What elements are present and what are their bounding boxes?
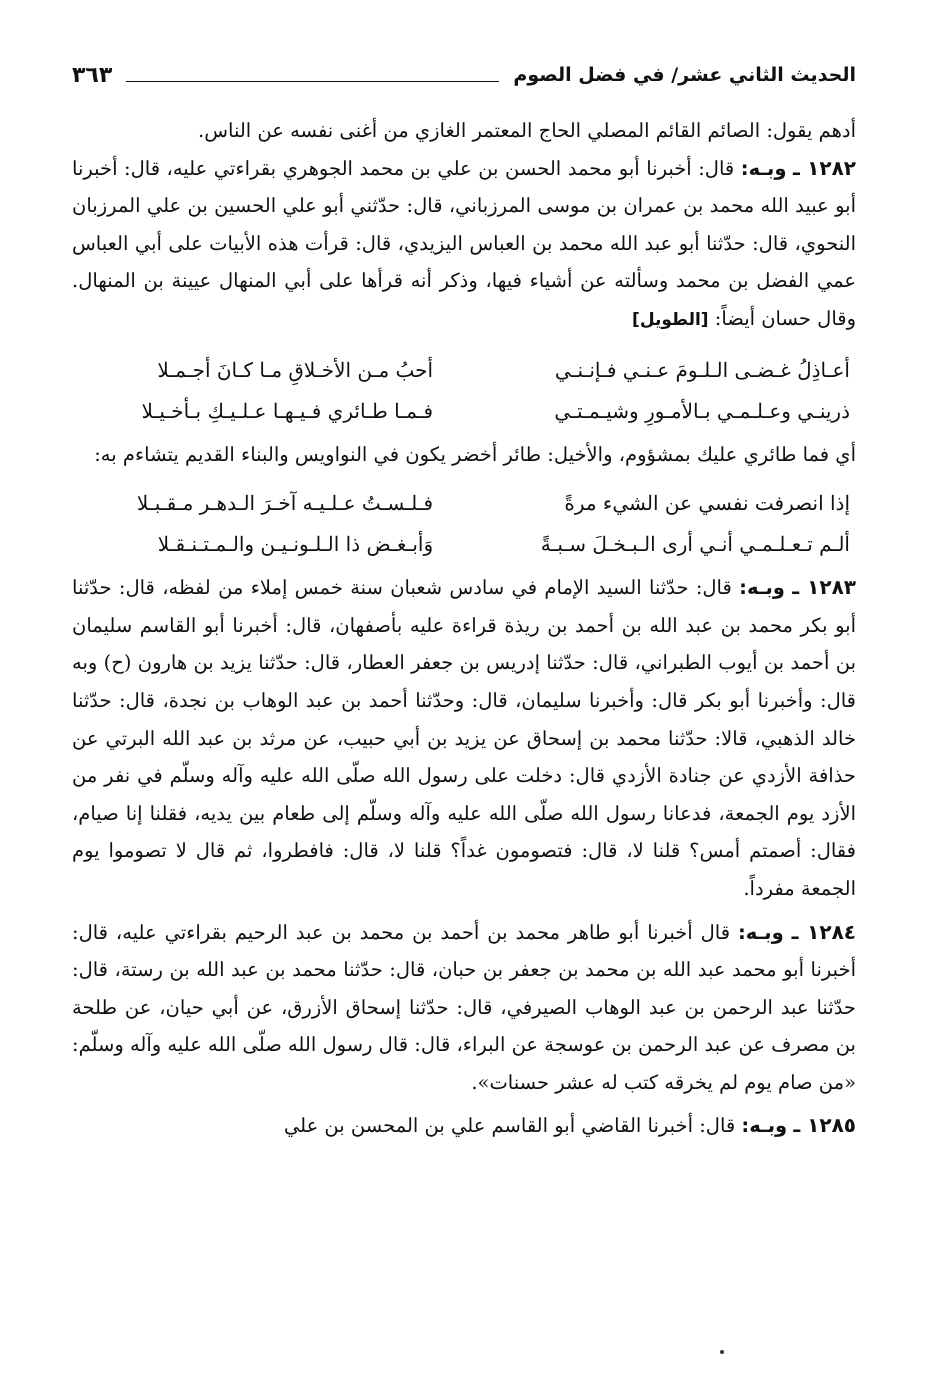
verse-second-hemistich: أحبُ مـن الأخـلاقِ مـا كـانَ أجـمـلا [157, 357, 434, 382]
hadith-1284 [72, 914, 856, 1102]
verse-second-hemistich: فـمـا طـائري فـيـهـا عـلـيـكِ بـأخـيـلا [141, 398, 434, 423]
running-header [72, 56, 856, 94]
page-body [72, 112, 856, 1145]
paragraph-continuation: أدهم يقول: الصائم القائم المصلي الحاج المعتمر الغازي من أغنى نفسه عن الناس. [198, 119, 856, 142]
hadith-isnad-marker: وبـه: [739, 576, 785, 600]
hadith-1285 [72, 1107, 856, 1145]
verse-second-hemistich: وَأبـغـض ذا الـلـونـيـن والـمـتـنـقـلا [157, 532, 434, 557]
verse [72, 524, 856, 565]
hadith-text: قال أخبرنا أبو طاهر محمد بن أحمد بن محمد بن عبد الرحيم بقراءتي عليه، قال: أخبرنا أبو محمد عبد الله بن محمد بن جعفر بن حبان، قال: حدّثنا محمد بن عبد الله بن رستة، قال: حدّثنا عبد الرحمن بن عبد الوهاب الصيرفي، قال: حدّثنا إسحاق الأزرق، عن أبي حيان، عن طلحة بن مصرف عن عبد الرحمن بن عوسجة عن البراء، قال: قال رسول الله صلّى الله عليه وآله وسلّم: «من صام يوم لم يخرقه كتب له عشر حسنات». [72, 920, 856, 1094]
page-number: ٣٦٣ [72, 62, 113, 88]
hadith-text: قال: حدّثنا السيد الإمام في سادس شعبان سنة خمس إملاء من لفظه، قال: حدّثنا أبو بكر محمد بن عبد الله بن أحمد بن ريذة قراءة عليه بأصفهان، قال: أخبرنا أبو القاسم سليمان بن أحمد بن أيوب الطبراني، قال: حدّثنا إدريس بن جعفر العطار، قال: حدّثنا يزيد بن هارون (ح) وبه قال: وأخبرنا أبو بكر قال: وأخبرنا سليمان، قال: وحدّثنا أحمد بن عبد الوهاب بن نجدة، قال: حدّثنا خالد الذهبي، قالا: حدّثنا محمد بن إسحاق عن يزيد بن أبي حبيب، عن مرثد بن عبد الله البرتي عن حذافة الأزدي عن جنادة الأزدي قال: دخلت على رسول الله صلّى الله عليه وآله وسلّم في نفر من الأزد يوم الجمعة، فدعانا رسول الله صلّى الله عليه وآله وسلّم إلى طعام بين يديه، فقلنا إنا صيام، فقال: أصمتم أمس؟ قلنا لا، قال: فتصومون غداً؟ قلنا لا، قال: فافطروا، ثم قال لا تصوموا يوم الجمعة مفرداً. [72, 576, 856, 900]
verse [72, 350, 856, 391]
poem-1 [72, 350, 856, 432]
hadith-number: ١٢٨٣ ـ [792, 575, 856, 600]
hadith-1282 [72, 150, 856, 340]
verse-first-hemistich: أعـاذِلُ غـضـى الـلـومَ عـنـي فـإنـنـي [554, 357, 850, 382]
poetic-meter: [الطويل] [632, 309, 709, 330]
hadith-isnad-marker: وبـه: [740, 156, 787, 180]
chapter-title: الحديث الثاني عشر/ في فضل الصوم [513, 64, 856, 86]
hadith-text: قال: أخبرنا أبو محمد الحسن بن علي بن محمد الجوهري بقراءتي عليه، قال: أخبرنا أبو عبيد الله محمد بن عمران بن موسى المرزباني، قال: حدّثني أبو علي الحسين بن علي المرزبان النحوي، قال: حدّثنا أبو عبد الله محمد بن العباس اليزيدي، قال: قرأت هذه الأبيات على أبي العباس عمي الفضل بن محمد وسألته عن أشياء فيها، وذكر أنه قرأها على أبي المنهال عيينة بن المنهال. وقال حسان أيضاً: [72, 156, 856, 330]
hadith-isnad-marker: وبـه: [741, 1114, 788, 1138]
print-speck [720, 1350, 724, 1354]
verse-second-hemistich: فـلـسـتُ عـلـيـه آخـرَ الـدهـر مـقـبـلا [136, 491, 434, 516]
hadith-number: ١٢٨٢ ـ [793, 155, 856, 180]
hadith-1283 [72, 569, 856, 907]
hadith-number: ١٢٨٥ ـ [793, 1113, 856, 1138]
verse-first-hemistich: ذرينـي وعـلـمـي بـالأمـورِ وشيـمـتـي [554, 398, 850, 423]
book-page [72, 56, 856, 1360]
verse-first-hemistich: إذا انصرفت نفسي عن الشيء مرةً [564, 491, 850, 516]
verse [72, 391, 856, 432]
hadith-number: ١٢٨٤ ـ [791, 919, 856, 944]
poem-2 [72, 483, 856, 565]
hadith-isnad-marker: وبـه: [737, 920, 784, 944]
header-rule [126, 69, 499, 82]
verse [72, 483, 856, 524]
hadith-text: قال: أخبرنا القاضي أبو القاسم علي بن المحسن بن علي [283, 1114, 742, 1138]
verse-first-hemistich: ألـم تـعـلـمـي أنـي أرى الـبـخـلَ سـبـةً [540, 532, 850, 557]
commentary-paragraph: أي فما طائري عليك بمشؤوم، والأخيل: طائر أخضر يكون في النواويس والبناء القديم يتشاءم به: [94, 442, 856, 466]
